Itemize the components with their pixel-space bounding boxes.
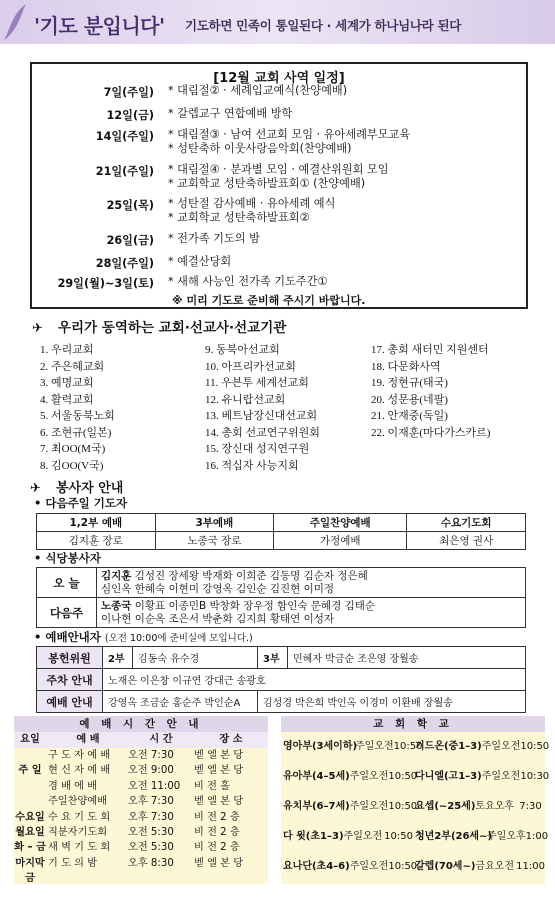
kitchen-label-next: 다음주 xyxy=(37,598,97,628)
worship-time-cell: 벧 엘 본 당 xyxy=(194,750,244,761)
worship-time-cell: 오전 7:30 xyxy=(128,750,174,761)
worship-time-cell xyxy=(14,748,46,763)
worship-time-cell: 벧 엘 본 당 xyxy=(194,857,244,869)
worship-time-cell xyxy=(14,779,46,794)
kitchen-leader: 김지훈 xyxy=(101,569,132,582)
mission-item: 21. 안재중(독일) xyxy=(371,410,448,422)
kitchen-line: 이나현 이순옥 조은서 박춘화 김지희 황태연 이성자 xyxy=(101,612,335,625)
schedule-date: 12일(금) xyxy=(106,109,154,122)
schedule-event: * 새해 사능인 전가족 기도주간① xyxy=(168,275,328,288)
worship-time-cell: 직분자기도회 xyxy=(48,826,108,838)
kitchen-line: 심인옥 한혜숙 이현미 강영옥 김인순 김진현 이미정 xyxy=(101,582,335,595)
kitchen-names-next xyxy=(97,598,526,628)
school-entry xyxy=(281,732,423,762)
worship-time-cell: 마지막금 xyxy=(15,857,45,885)
schedule-title: [12월 교회 사역 일정] xyxy=(213,71,345,86)
worship-time-row xyxy=(14,810,268,825)
col-header: 예 배 xyxy=(76,734,100,745)
worship-time-cell xyxy=(14,794,46,809)
usher-label: 예배 안내 xyxy=(37,691,103,713)
school-cell: 청년2부(26세~) xyxy=(415,831,493,842)
school-entry xyxy=(413,762,550,792)
school-cell: 10:30 xyxy=(520,771,550,782)
kitchen-names-today xyxy=(97,568,526,598)
col-header: 시 간 xyxy=(149,734,173,745)
schedule-events xyxy=(168,128,410,156)
mission-item: 1. 우리교회 xyxy=(40,344,94,356)
mission-item: 5. 서울동북노회 xyxy=(40,410,115,422)
prayer-header: 주일찬양예배 xyxy=(274,514,407,532)
school-entry xyxy=(413,792,545,822)
airplane-icon: ✈ xyxy=(30,481,41,496)
kitchen-label-today: 오 늘 xyxy=(37,568,97,598)
schedule-event: * 대림절② · 세례입교예식(찬양예배) xyxy=(168,84,348,97)
school-cell: 주일오전 xyxy=(349,771,389,782)
header-banner xyxy=(0,0,555,44)
usher-note: (오전 10:00에 준비실에 모입니다.) xyxy=(104,633,253,644)
usher-tag: 2부 xyxy=(103,647,133,669)
school-entry xyxy=(281,822,413,852)
mission-item: 14. 총회 선교연구위원회 xyxy=(205,426,320,439)
schedule-events xyxy=(168,255,231,269)
school-cell: 10:50 xyxy=(520,741,550,752)
mission-item: 15. 장신대 성지연구원 xyxy=(205,443,310,455)
worship-time-cell: 화 – 금 xyxy=(14,842,46,854)
worship-times-panel xyxy=(14,716,268,884)
schedule-date: 7일(주일) xyxy=(103,86,154,99)
prayer-value: 최은영 권사 xyxy=(407,532,526,550)
worship-time-cell: 비 전 2 층 xyxy=(194,842,240,854)
worship-time-cell: 구 도 자 예 배 xyxy=(48,750,111,761)
usher-title: • 예배안내자 xyxy=(34,630,101,644)
school-cell: 주일오전 xyxy=(355,741,394,752)
mission-item: 16. 적십자 사능지회 xyxy=(205,459,299,472)
worship-time-row xyxy=(14,779,268,794)
school-cell: 10:50 xyxy=(388,801,418,812)
prayer-value: 김지훈 장로 xyxy=(37,532,156,550)
mission-item: 9. 동북아선교회 xyxy=(205,344,280,356)
school-row xyxy=(281,732,550,762)
schedule-event: * 성탄축하 이웃사랑음악회(찬양예배) xyxy=(168,142,352,155)
worship-time-cell: 주 일 xyxy=(18,765,42,777)
worship-time-cell: 현 신 자 예 배 xyxy=(48,765,111,777)
worship-time-cell: 경 배 에 배 xyxy=(48,780,98,792)
schedule-events xyxy=(168,107,292,121)
worship-time-cell: 오전 11:00 xyxy=(128,780,181,792)
mission-item: 4. 활력교회 xyxy=(40,393,94,406)
school-cell: 토요오후 xyxy=(475,801,515,812)
school-cell: 다 윗(초1–3) xyxy=(283,831,344,842)
school-cell: 10:50 xyxy=(388,771,418,782)
kitchen-table xyxy=(36,567,526,628)
schedule-event: * 갈렙교구 연합예배 방학 xyxy=(168,107,293,120)
usher-label: 봉헌위원 xyxy=(37,647,103,669)
worship-time-cell: 오후 8:30 xyxy=(128,857,174,869)
schedule-events xyxy=(168,84,347,98)
col-header: 장 소 xyxy=(219,734,243,745)
missions-column-3 xyxy=(371,342,490,441)
schedule-event: * 성탄절 감사예배 · 유아세례 예식 xyxy=(168,197,336,210)
schedule-note: ※ 미리 기도로 준비해 주시기 바랍니다. xyxy=(172,294,366,307)
leaf-decoration-icon xyxy=(0,0,30,44)
school-cell: 유치부(6–7세) xyxy=(283,801,350,812)
schedule-date: 21일(주일) xyxy=(95,165,154,178)
school-cell: 7:30 xyxy=(519,801,542,812)
schedule-events xyxy=(168,197,335,225)
mission-item: 8. 김OO(V국) xyxy=(40,459,104,472)
missions-column-2 xyxy=(205,342,320,474)
school-cell: 요나단(초4–6) xyxy=(283,861,350,872)
mission-item: 18. 다문화사역 xyxy=(371,360,441,373)
usher-names: 김동숙 유수경 xyxy=(133,647,258,669)
worship-time-row xyxy=(14,763,268,778)
schedule-event: * 예결산당회 xyxy=(168,255,232,268)
school-cell: 요셉(~25세) xyxy=(415,801,476,812)
servants-heading xyxy=(30,477,123,496)
school-cell: 10:50 xyxy=(393,741,423,752)
worship-times-header xyxy=(14,732,268,748)
missions-heading xyxy=(32,316,286,336)
school-entry xyxy=(413,822,549,852)
worship-times-title: 예 배 시 간 안 내 xyxy=(14,716,268,732)
worship-time-cell: 비 전 2 층 xyxy=(194,811,240,823)
usher-table xyxy=(36,646,526,713)
school-cell: 주일오전 xyxy=(349,801,389,812)
school-entry xyxy=(413,852,545,882)
usher-tag: 3부 xyxy=(258,647,288,669)
school-cell: 갈렙(70세~) xyxy=(415,861,476,872)
worship-time-row xyxy=(14,840,268,855)
banner-subtitle: 기도하면 민족이 통일된다 · 세계가 하나님나라 된다 xyxy=(185,18,462,33)
mission-item: 3. 예명교회 xyxy=(40,377,94,389)
worship-time-cell: 새 벽 기 도 회 xyxy=(48,842,111,854)
col-header: 요일 xyxy=(20,734,40,745)
usher-names: 노재은 이은창 이규연 강대근 송광호 xyxy=(103,669,526,691)
mission-item: 22. 이재훈(마다가스카르) xyxy=(371,426,491,439)
worship-time-row xyxy=(14,825,268,840)
worship-time-cell: 오후 7:30 xyxy=(128,796,174,808)
usher-subtitle xyxy=(34,629,253,645)
prayer-value: 가정예배 xyxy=(274,532,407,550)
worship-time-cell: 오전 9:00 xyxy=(128,765,174,777)
mission-item: 11. 우븐투 세계선교회 xyxy=(205,377,309,389)
mission-item: 17. 총회 새터민 지원센터 xyxy=(371,344,489,356)
mission-item: 7. 최OO(M국) xyxy=(40,443,106,455)
worship-time-cell: 월요일 xyxy=(15,826,45,838)
mission-item: 20. 성문용(네팔) xyxy=(371,393,448,406)
school-row xyxy=(281,852,545,882)
schedule-date: 25일(목) xyxy=(106,199,154,212)
prayer-subtitle: • 다음주일 기도자 xyxy=(34,496,128,510)
school-cell: 다니엘(고1–3) xyxy=(415,771,482,782)
church-school-panel xyxy=(281,716,550,884)
schedule-event: * 교회학교 성탄축하발표회① (찬양예배) xyxy=(168,177,366,190)
mission-item: 19. 정현규(태국) xyxy=(371,377,448,389)
schedule-events xyxy=(168,163,389,191)
school-cell: 10:50 xyxy=(388,861,418,872)
worship-time-cell: 오전 5:30 xyxy=(128,842,174,854)
prayer-header: 3부예배 xyxy=(155,514,274,532)
school-cell: 1:00 xyxy=(525,831,549,842)
worship-time-cell: 벧 엘 본 당 xyxy=(194,796,244,808)
mission-item: 12. 유니랍선교회 xyxy=(205,393,286,406)
worship-time-cell: 수요일 xyxy=(15,811,45,823)
school-cell: 주일오전 xyxy=(349,861,389,872)
kitchen-line: 김성진 장세왕 박재화 이희준 김동명 김순자 정은혜 xyxy=(131,569,368,582)
schedule-event: * 대림절③ · 남여 선교회 모임 · 유아세례부모교육 xyxy=(168,128,411,141)
worship-time-cell: 주일찬양예배 xyxy=(48,796,108,808)
schedule-date: 28일(주일) xyxy=(95,257,154,270)
mission-item: 10. 아프리카선교회 xyxy=(205,360,296,373)
school-cell: 기드온(중1–3) xyxy=(415,741,482,752)
schedule-event: * 전가족 기도의 밤 xyxy=(168,232,260,245)
school-cell: 주일오전 xyxy=(481,741,521,752)
worship-time-row xyxy=(14,856,268,885)
school-entry xyxy=(281,792,418,822)
schedule-date: 14일(주일) xyxy=(95,130,154,143)
schedule-date: 29일(월)~3일(토) xyxy=(57,277,154,290)
worship-time-cell: 오후 7:30 xyxy=(128,811,174,823)
usher-names: 김성경 박은희 박인옥 이경미 이환배 장월송 xyxy=(258,691,526,713)
school-entry xyxy=(281,852,418,882)
school-cell: 주일오전 xyxy=(343,831,383,842)
missions-column-1 xyxy=(40,342,115,474)
usher-names: 강영옥 조금순 홍순주 박인순A xyxy=(103,691,258,713)
school-cell: 금요오전 xyxy=(475,861,515,872)
school-row xyxy=(281,822,549,852)
schedule-event: * 교회학교 성탄축하발표회② xyxy=(168,211,310,224)
school-row xyxy=(281,792,545,822)
banner-title: '기도 분입니다' xyxy=(34,14,165,38)
school-cell: 주일오전 xyxy=(481,771,521,782)
kitchen-line: 이황표 이종민B 박창화 장우정 함인숙 문혜경 김태순 xyxy=(131,599,376,612)
kitchen-subtitle: • 식당봉사자 xyxy=(34,551,101,565)
missions-title: 우리가 동역하는 교회·선교사·선교기관 xyxy=(58,320,287,336)
worship-time-row xyxy=(14,748,268,763)
worship-time-cell: 기 도 의 밤 xyxy=(48,857,98,869)
school-cell: 영아부(3세이하) xyxy=(283,741,358,752)
school-cell: 주일오후 xyxy=(487,831,526,842)
schedule-events xyxy=(168,275,328,289)
airplane-icon: ✈ xyxy=(32,321,43,336)
school-entry xyxy=(281,762,418,792)
schedule-event: * 대림절④ · 분과별 모임 · 예결산위원회 모임 xyxy=(168,163,389,176)
worship-time-row xyxy=(14,794,268,809)
worship-time-cell: 수 요 기 도 회 xyxy=(48,811,111,823)
servants-title: 봉사자 안내 xyxy=(56,481,124,496)
school-entry xyxy=(413,732,550,762)
church-school-title: 교 회 학 교 xyxy=(281,716,545,732)
worship-time-cell: 오전 5:30 xyxy=(128,826,174,838)
mission-item: 2. 주은혜교회 xyxy=(40,360,105,373)
school-cell: 유아부(4–5세) xyxy=(283,771,350,782)
december-schedule-box xyxy=(30,62,528,309)
prayer-header: 1,2부 예배 xyxy=(37,514,156,532)
worship-time-cell: 비 전 홀 xyxy=(194,780,230,792)
prayer-table xyxy=(36,513,526,550)
schedule-events xyxy=(168,232,260,246)
prayer-header: 수요기도회 xyxy=(407,514,526,532)
worship-time-cell: 비 전 2 층 xyxy=(194,826,240,838)
kitchen-leader: 노종국 xyxy=(101,599,132,612)
school-cell: 11:00 xyxy=(516,861,545,872)
usher-names: 민혜자 박금순 조은영 장월송 xyxy=(288,647,526,669)
worship-time-cell: 벧 엘 본 당 xyxy=(194,765,244,777)
prayer-value: 노종국 장로 xyxy=(155,532,274,550)
schedule-date: 26일(금) xyxy=(106,234,154,247)
school-row xyxy=(281,762,550,792)
mission-item: 13. 베트남장신대선교회 xyxy=(205,410,318,422)
usher-label: 주차 안내 xyxy=(37,669,103,691)
mission-item: 6. 조현규(일본) xyxy=(40,426,112,439)
school-cell: 10:50 xyxy=(384,831,413,842)
